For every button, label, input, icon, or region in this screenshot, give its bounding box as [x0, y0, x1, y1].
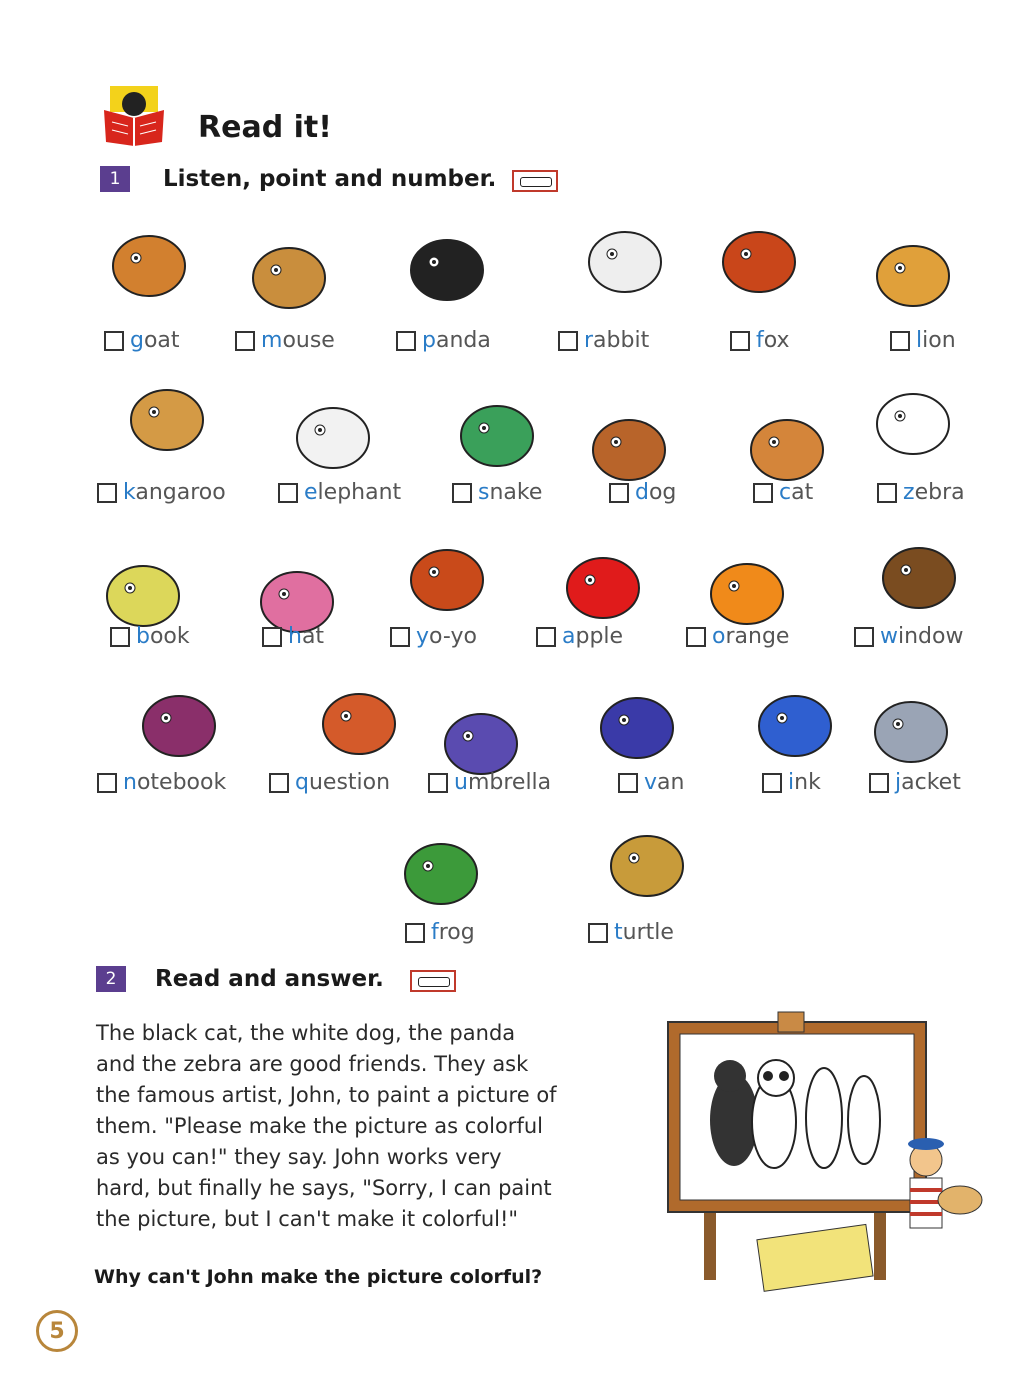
lion-icon — [870, 228, 956, 318]
vocab-initial: f — [431, 920, 439, 945]
vocab-item-snake[interactable] — [452, 480, 542, 505]
vocab-rest: range — [725, 624, 790, 649]
checkbox-snake[interactable] — [452, 483, 472, 503]
vocab-label — [584, 328, 649, 353]
vocab-label — [644, 770, 684, 795]
audio-cassette-icon-2[interactable] — [410, 970, 456, 992]
vocab-initial: f — [756, 328, 764, 353]
vocab-initial: y — [416, 624, 430, 649]
vocab-item-goat[interactable] — [104, 328, 180, 353]
apple-icon — [560, 540, 646, 630]
vocab-label — [562, 624, 623, 649]
checkbox-zebra[interactable] — [877, 483, 897, 503]
vocab-initial: g — [130, 328, 144, 353]
passage-line: as you can!" they say. John works very — [96, 1145, 502, 1169]
vocab-item-frog[interactable] — [405, 920, 475, 945]
checkbox-goat[interactable] — [104, 331, 124, 351]
vocab-rest: abbit — [593, 328, 650, 353]
frog-icon — [398, 826, 484, 916]
vocab-item-ink[interactable] — [762, 770, 821, 795]
vocab-initial: t — [614, 920, 623, 945]
vocab-label — [416, 624, 477, 649]
audio-cassette-icon[interactable] — [512, 170, 558, 192]
checkbox-cat[interactable] — [753, 483, 773, 503]
vocab-initial: h — [288, 624, 302, 649]
checkbox-lion[interactable] — [890, 331, 910, 351]
checkbox-fox[interactable] — [730, 331, 750, 351]
vocab-label — [756, 328, 790, 353]
vocab-label — [422, 328, 491, 353]
vocab-item-window[interactable] — [854, 624, 963, 649]
vocab-label — [916, 328, 956, 353]
page-title: Read it! — [198, 110, 332, 145]
ink-quill-icon — [752, 678, 838, 768]
vocab-label — [261, 328, 335, 353]
checkbox-notebook[interactable] — [97, 773, 117, 793]
vocab-rest: lephant — [317, 480, 402, 505]
vocab-initial: u — [454, 770, 468, 795]
checkbox-turtle[interactable] — [588, 923, 608, 943]
vocab-rest: otebook — [136, 770, 227, 795]
vocab-initial: b — [136, 624, 150, 649]
vocab-rest: oat — [143, 328, 180, 353]
checkbox-rabbit[interactable] — [558, 331, 578, 351]
vocab-initial: m — [261, 328, 283, 353]
vocab-label — [123, 770, 226, 795]
vocab-rest: angaroo — [135, 480, 226, 505]
vocab-rest: at — [791, 480, 814, 505]
vocab-initial: c — [779, 480, 792, 505]
reading-book-icon — [100, 84, 168, 146]
vocab-rest: urtle — [622, 920, 674, 945]
vocab-initial: w — [880, 624, 898, 649]
vocab-rest: nake — [489, 480, 543, 505]
vocab-item-orange[interactable] — [686, 624, 789, 649]
goat-icon — [106, 218, 192, 308]
yo-yo-icon — [404, 532, 490, 622]
turtle-icon — [604, 818, 690, 908]
artist-easel-illustration — [664, 1010, 994, 1300]
rabbit-icon — [582, 214, 668, 304]
vocab-item-apple[interactable] — [536, 624, 623, 649]
vocab-initial: o — [712, 624, 726, 649]
checkbox-umbrella[interactable] — [428, 773, 448, 793]
snake-icon — [454, 388, 540, 478]
vocab-rest: mbrella — [467, 770, 552, 795]
vocab-label — [635, 480, 676, 505]
checkbox-yo-yo[interactable] — [390, 627, 410, 647]
checkbox-mouse[interactable] — [235, 331, 255, 351]
vocab-item-mouse[interactable] — [235, 328, 335, 353]
vocab-label — [788, 770, 821, 795]
question-mark-icon — [316, 676, 402, 766]
zebra-icon — [870, 376, 956, 466]
vocab-item-jacket[interactable] — [869, 770, 961, 795]
checkbox-jacket[interactable] — [869, 773, 889, 793]
vocab-item-panda[interactable] — [396, 328, 491, 353]
vocab-rest: o-yo — [429, 624, 477, 649]
passage-line: The black cat, the white dog, the panda — [96, 1021, 516, 1045]
vocab-initial: p — [422, 328, 436, 353]
mouse-icon — [246, 230, 332, 320]
comprehension-question: Why can't John make the picture colorful? — [94, 1266, 543, 1288]
section-1-badge: 1 — [100, 166, 130, 192]
window-icon — [876, 530, 962, 620]
vocab-initial: i — [788, 770, 795, 795]
vocab-label — [895, 770, 961, 795]
vocab-item-umbrella[interactable] — [428, 770, 551, 795]
vocab-rest: indow — [898, 624, 964, 649]
notebook-icon — [136, 678, 222, 768]
passage-line: hard, but finally he says, "Sorry, I can paint — [96, 1176, 552, 1200]
vocab-initial: e — [304, 480, 318, 505]
checkbox-kangaroo[interactable] — [97, 483, 117, 503]
vocab-label — [295, 770, 390, 795]
elephant-icon — [290, 390, 376, 480]
vocab-initial: j — [895, 770, 902, 795]
vocab-initial: v — [644, 770, 658, 795]
vocab-label — [712, 624, 789, 649]
vocab-item-dog[interactable] — [609, 480, 676, 505]
vocab-rest: rog — [438, 920, 475, 945]
vocab-label — [304, 480, 401, 505]
vocab-rest: an — [657, 770, 685, 795]
vocab-item-turtle[interactable] — [588, 920, 674, 945]
vocab-label — [903, 480, 965, 505]
checkbox-book[interactable] — [110, 627, 130, 647]
vocab-initial: a — [562, 624, 576, 649]
vocab-initial: k — [123, 480, 136, 505]
vocab-label — [288, 624, 324, 649]
checkbox-window[interactable] — [854, 627, 874, 647]
passage-line: the famous artist, John, to paint a picture of — [96, 1083, 557, 1107]
vocab-item-zebra[interactable] — [877, 480, 965, 505]
vocab-rest: ebra — [914, 480, 965, 505]
vocab-initial: z — [903, 480, 915, 505]
vocab-label — [454, 770, 551, 795]
vocab-item-elephant[interactable] — [278, 480, 401, 505]
vocab-initial: s — [478, 480, 490, 505]
van-icon — [594, 680, 680, 770]
orange-icon — [704, 546, 790, 636]
vocab-item-lion[interactable] — [890, 328, 956, 353]
vocab-initial: d — [635, 480, 649, 505]
vocab-initial: n — [123, 770, 137, 795]
passage-line: the picture, but I can't make it colorful!" — [96, 1207, 519, 1231]
vocab-initial: r — [584, 328, 594, 353]
vocab-rest: og — [648, 480, 677, 505]
kangaroo-icon — [124, 372, 210, 462]
cat-icon — [744, 402, 830, 492]
dog-icon — [586, 402, 672, 492]
checkbox-frog[interactable] — [405, 923, 425, 943]
vocab-label — [136, 624, 190, 649]
vocab-rest: ion — [922, 328, 956, 353]
vocab-item-question[interactable] — [269, 770, 390, 795]
vocab-rest: ouse — [282, 328, 335, 353]
fox-icon — [716, 214, 802, 304]
panda-icon — [404, 222, 490, 312]
checkbox-orange[interactable] — [686, 627, 706, 647]
vocab-initial: l — [916, 328, 923, 353]
jacket-icon — [868, 684, 954, 774]
checkbox-hat[interactable] — [262, 627, 282, 647]
vocab-initial: q — [295, 770, 309, 795]
vocab-label — [123, 480, 226, 505]
passage-line: them. "Please make the picture as colorful — [96, 1114, 543, 1138]
vocab-item-hat[interactable] — [262, 624, 324, 649]
vocab-label — [478, 480, 542, 505]
vocab-rest: ook — [149, 624, 190, 649]
vocab-rest: nk — [794, 770, 821, 795]
checkbox-dog[interactable] — [609, 483, 629, 503]
reading-passage — [96, 1018, 656, 1235]
vocab-rest: at — [301, 624, 325, 649]
vocab-item-yo-yo[interactable] — [390, 624, 477, 649]
vocab-item-fox[interactable] — [730, 328, 790, 353]
checkbox-van[interactable] — [618, 773, 638, 793]
checkbox-question[interactable] — [269, 773, 289, 793]
checkbox-apple[interactable] — [536, 627, 556, 647]
vocab-item-kangaroo[interactable] — [97, 480, 226, 505]
vocab-label — [880, 624, 963, 649]
section-1-title: Listen, point and number. — [163, 166, 497, 192]
vocab-item-notebook[interactable] — [97, 770, 226, 795]
vocab-item-cat[interactable] — [753, 480, 813, 505]
vocab-label — [431, 920, 475, 945]
vocab-rest: uestion — [308, 770, 391, 795]
vocab-rest: ox — [763, 328, 790, 353]
vocab-label — [779, 480, 813, 505]
vocab-item-rabbit[interactable] — [558, 328, 649, 353]
page-number: 5 — [36, 1310, 78, 1352]
vocab-rest: pple — [575, 624, 624, 649]
vocab-label — [130, 328, 180, 353]
vocab-item-book[interactable] — [110, 624, 190, 649]
section-2-badge: 2 — [96, 966, 126, 992]
checkbox-ink[interactable] — [762, 773, 782, 793]
vocab-rest: acket — [901, 770, 961, 795]
vocab-item-van[interactable] — [618, 770, 684, 795]
checkbox-elephant[interactable] — [278, 483, 298, 503]
passage-line: and the zebra are good friends. They ask — [96, 1052, 529, 1076]
section-2-title: Read and answer. — [155, 966, 384, 992]
checkbox-panda[interactable] — [396, 331, 416, 351]
vocab-rest: anda — [435, 328, 491, 353]
vocab-label — [614, 920, 674, 945]
